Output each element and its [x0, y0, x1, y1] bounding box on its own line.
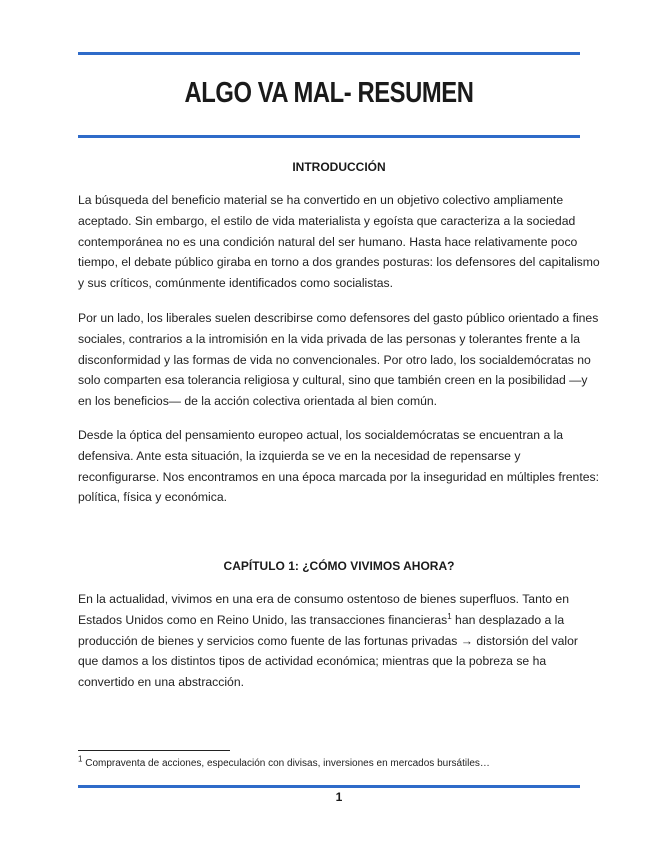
section-heading-introduccion: INTRODUCCIÓN [292, 160, 386, 174]
footnote-marker: 1 [78, 754, 83, 764]
chapter1-paragraph-1 [78, 589, 600, 693]
chapter1-text-after-ref: han desplazado a la producción de bienes y servicios como fuente de las fortunas privadas → distorsión del valor que damos a los distintos tipos de actividad económica; mientras que la pobreza se ha convertido en una abstracción. [78, 612, 578, 690]
intro-paragraph-1: La búsqueda del beneficio material se ha convertido en un objetivo colectivo ampliamente aceptado. Sin embargo, el estilo de vida materialista y egoísta que caracteriza a la sociedad contemporánea no es una condición natural del ser humano. Hasta hace relativamente poco tiempo, el debate público giraba en torno a dos grandes posturas: los defensores del capitalismo y sus críticos, comúnmente identificados como socialistas. [78, 193, 600, 291]
chapter1-text-before-ref: En la actualidad, vivimos en una era de consumo ostentoso de bienes superfluos. Tanto en Estados Unidos como en Reino Unido, las transacciones financieras [78, 592, 569, 627]
intro-paragraph-3: Desde la óptica del pensamiento europeo actual, los socialdemócratas se encuentran a la defensiva. Ante esta situación, la izquierda se ve en la necesidad de repensarse y reconfigurarse. Nos encontramos en una época marcada por la inseguridad en múltiples frentes: política, física y económica. [78, 428, 599, 505]
footnote-separator [78, 750, 230, 751]
document-title: ALGO VA MAL- RESUMEN [184, 77, 474, 109]
section-heading-capitulo-1: CAPÍTULO 1: ¿CÓMO VIVIMOS AHORA? [223, 559, 455, 573]
intro-paragraph-2: Por un lado, los liberales suelen describirse como defensores del gasto público orientado a fines sociales, contrarios a la intromisión en la vida privada de las personas y tolerantes frente a la disconformidad y las formas de vida no convencionales. Por otro lado, los socialdemócratas no solo comparten esa tolerancia religiosa y cultural, sino que también creen en la posibilidad —y en los beneficios— de la acción colectiva orientada al bien común. [78, 311, 599, 409]
title-top-rule [78, 52, 580, 55]
page-number: 1 [335, 790, 343, 804]
footnote [78, 754, 580, 769]
title-bottom-rule [78, 135, 580, 138]
footer-rule [78, 785, 580, 788]
footnote-text: Compraventa de acciones, especulación con divisas, inversiones en mercados bursátiles… [82, 758, 490, 769]
footnote-reference[interactable]: 1 [447, 611, 452, 621]
